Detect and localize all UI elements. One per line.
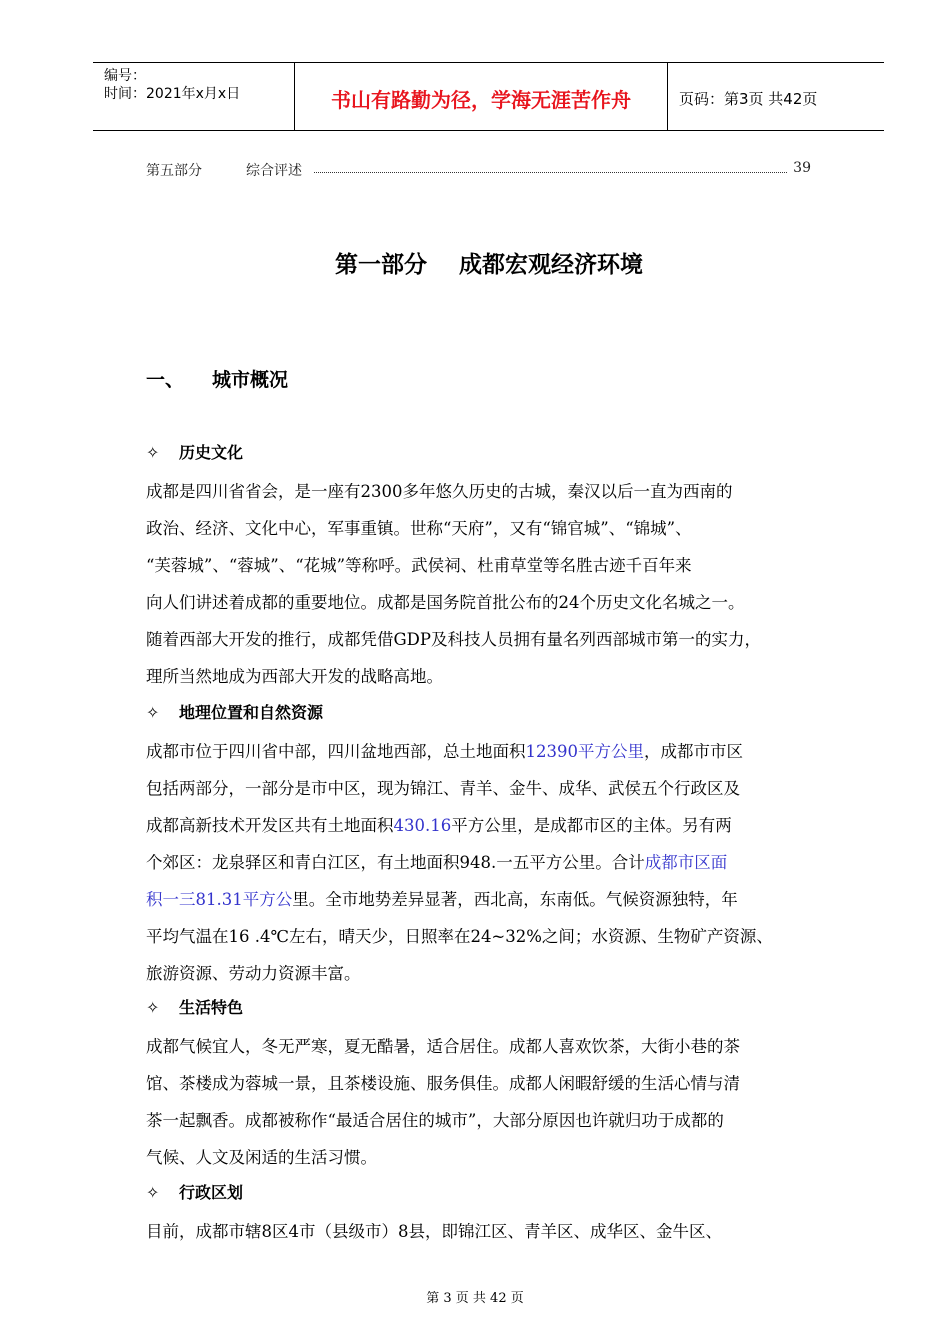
- paragraph: [146, 1213, 846, 1250]
- highlighted-text: 430.16: [393, 816, 452, 835]
- section-title: 城市概况: [212, 369, 289, 391]
- paragraph-line: [146, 1213, 846, 1250]
- toc-title: 综合评述: [246, 163, 302, 179]
- subsection-heading: [146, 1180, 243, 1203]
- text-run: 气候、人文及闲适的生活习惯。: [146, 1148, 377, 1167]
- paragraph-line: [146, 584, 846, 621]
- text-run: 个郊区：龙泉驿区和青白江区，有土地面积948.一五平方公里。合计: [146, 853, 645, 872]
- text-run: 馆、茶楼成为蓉城一景，且茶楼设施、服务俱佳。成都人闲暇舒缓的生活心情与清: [146, 1074, 740, 1093]
- subsection-title: 地理位置和自然资源: [179, 703, 324, 722]
- paragraph-line: [146, 1028, 846, 1065]
- diamond-bullet-icon: ✧: [146, 1183, 160, 1202]
- text-run: 政治、经济、文化中心，军事重镇。世称“天府”，又有“锦官城”、“锦城”、: [146, 519, 692, 538]
- header-info-cell: [93, 63, 295, 130]
- header-motto: 书山有路勤为径，学海无涯苦作舟: [331, 88, 631, 112]
- text-run: 成都是四川省省会，是一座有2300多年悠久历史的古城，秦汉以后一直为西南的: [146, 482, 733, 501]
- text-run: 理所当然地成为西部大开发的战略高地。: [146, 667, 443, 686]
- paragraph-line: [146, 770, 846, 807]
- paragraph-line: [146, 733, 846, 770]
- diamond-bullet-icon: ✧: [146, 443, 160, 462]
- text-run: 随着西部大开发的推行，成都凭借GDP及科技人员拥有量名列西部城市第一的实力，: [146, 630, 762, 649]
- text-run: 成都高新技术开发区共有土地面积: [146, 816, 394, 835]
- page-header-table: [93, 62, 884, 131]
- text-run: 平方公里，是成都市区的主体。另有两: [451, 816, 732, 835]
- paragraph-line: [146, 918, 846, 955]
- paragraph-line: [146, 658, 846, 695]
- paragraph-line: [146, 955, 846, 992]
- document-number-label: 编号：: [104, 68, 146, 84]
- text-run: 目前，成都市辖8区4市（县级市）8县，即锦江区、青羊区、成华区、金牛区、: [146, 1222, 722, 1241]
- text-run: 成都市位于四川省中部，四川盆地西部，总土地面积: [146, 742, 526, 761]
- subsection-heading: [146, 700, 323, 723]
- paragraph-line: [146, 1139, 846, 1176]
- diamond-bullet-icon: ✧: [146, 703, 160, 722]
- text-run: 包括两部分，一部分是市中区，现为锦江、青羊、金牛、成华、武侯五个行政区及: [146, 779, 740, 798]
- section-number: 一、: [146, 369, 185, 391]
- text-run: ，成都市市区: [644, 742, 743, 761]
- toc-leader-dots: [314, 172, 787, 173]
- highlighted-text: 积一三81.31平方公: [146, 890, 293, 909]
- toc-page-number: 39: [793, 160, 811, 176]
- subsection-heading: [146, 440, 243, 463]
- text-run: 向人们讲述着成都的重要地位。成都是国务院首批公布的24个历史文化名城之一。: [146, 593, 745, 612]
- paragraph-line: [146, 881, 846, 918]
- text-run: 平均气温在16 .4℃左右，晴天少，日照率在24~32%之间；水资源、生物矿产资源、: [146, 927, 773, 946]
- paragraph: [146, 733, 846, 992]
- paragraph-line: [146, 510, 846, 547]
- paragraph: [146, 473, 846, 695]
- chapter-title: 第一部分 成都宏观经济环境: [334, 252, 644, 278]
- page-footer: 第 3 页 共 42 页: [426, 1291, 524, 1306]
- subsection-title: 行政区划: [179, 1183, 244, 1202]
- paragraph: [146, 1028, 846, 1176]
- text-run: 旅游资源、劳动力资源丰富。: [146, 964, 361, 983]
- text-run: “芙蓉城”、“蓉城”、“花城”等称呼。武侯祠、杜甫草堂等名胜古迹千百年来: [146, 556, 692, 575]
- header-motto-cell: [295, 63, 668, 130]
- document-time-label: 时间：2021年x月x日: [104, 86, 241, 102]
- subsection-title: 生活特色: [179, 998, 244, 1017]
- paragraph-line: [146, 844, 846, 881]
- highlighted-text: 成都市区面: [644, 853, 728, 872]
- header-page-info: 页码：第3页 共42页: [679, 90, 818, 108]
- paragraph-line: [146, 1065, 846, 1102]
- text-run: 茶一起飘香。成都被称作“最适合居住的城市”，大部分原因也许就归功于成都的: [146, 1111, 724, 1130]
- paragraph-line: [146, 473, 846, 510]
- toc-entry[interactable]: [146, 160, 811, 180]
- highlighted-text: 12390平方公里: [525, 742, 644, 761]
- paragraph-line: [146, 547, 846, 584]
- subsection-heading: [146, 995, 243, 1018]
- text-run: 成都气候宜人，冬无严寒，夏无酷暑，适合居住。成都人喜欢饮茶，大街小巷的茶: [146, 1037, 740, 1056]
- header-page-cell: [668, 63, 884, 130]
- text-run: 里。全市地势差异显著，西北高，东南低。气候资源独特，年: [292, 890, 738, 909]
- paragraph-line: [146, 621, 846, 658]
- paragraph-line: [146, 1102, 846, 1139]
- toc-part-label: 第五部分: [146, 163, 202, 179]
- paragraph-line: [146, 807, 846, 844]
- diamond-bullet-icon: ✧: [146, 998, 160, 1017]
- subsection-title: 历史文化: [179, 443, 244, 462]
